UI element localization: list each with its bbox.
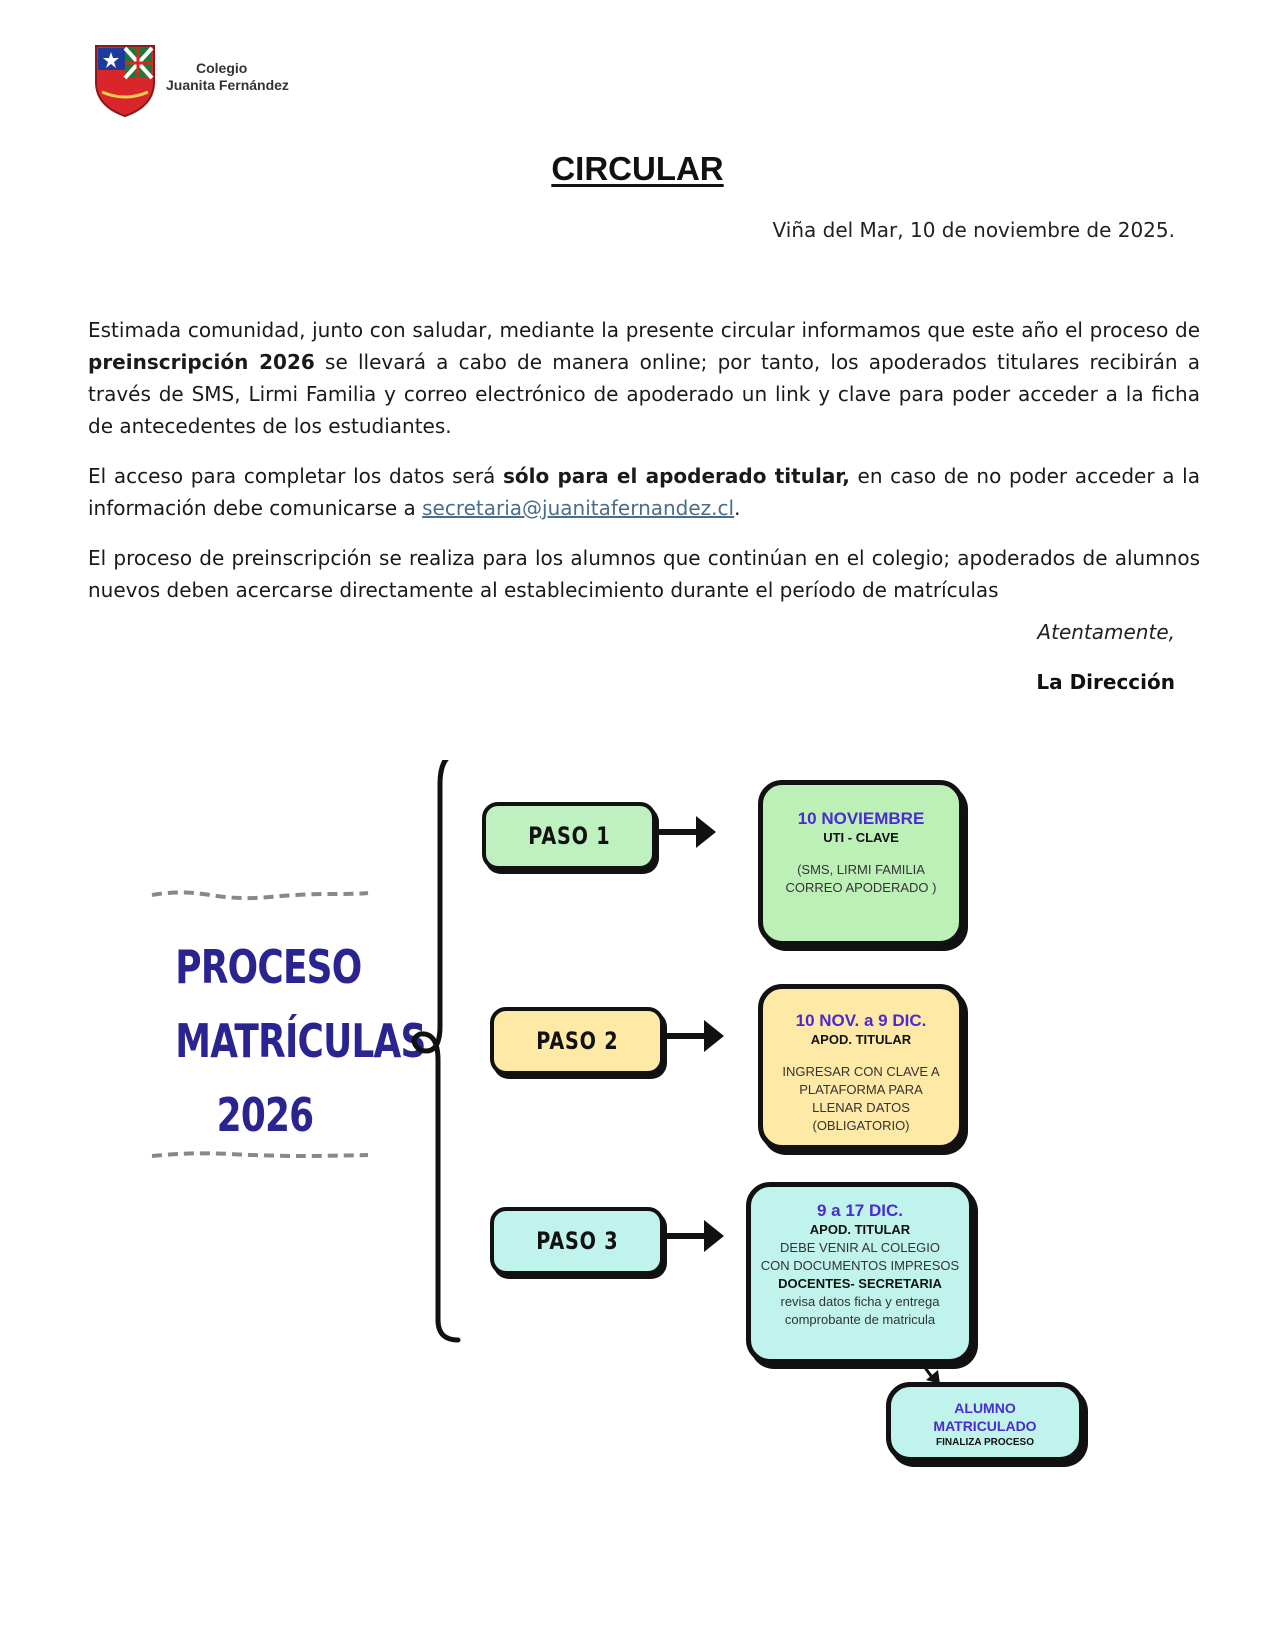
step-3-label: [490, 1207, 664, 1275]
process-heading-line1: PROCESO: [175, 940, 362, 994]
final-line-1: ALUMNO: [954, 1400, 1016, 1416]
closing: Atentamente,: [1037, 620, 1175, 644]
paragraph-1-text-b: se llevará a cabo de manera online; por tanto, los apoderados titulares recibirán a través de SMS, Lirmi Familia y correo electrónico de apoderado un link y clave para poder acceder a la ficha de antecedentes de los estudiantes.: [88, 350, 1201, 438]
final-line-3: FINALIZA PROCESO: [936, 1437, 1034, 1448]
paragraph-2-text-b: en caso de no poder acceder a la información debe comunicarse a: [88, 464, 1200, 520]
paragraph-1: [88, 314, 1200, 442]
paragraph-2-bold: sólo para el apoderado titular,: [502, 464, 850, 488]
step-3-detail-1: DEBE VENIR AL COLEGIO: [780, 1240, 940, 1255]
arrow-step-2: [660, 1020, 724, 1052]
email-link[interactable]: secretaria@juanitafernandez.cl: [422, 496, 735, 520]
final-box: [886, 1382, 1084, 1462]
step-3-subtitle-2: DOCENTES- SECRETARIA: [778, 1276, 942, 1291]
step-2-detail-1: INGRESAR CON CLAVE A: [782, 1064, 940, 1079]
signature: La Dirección: [1036, 670, 1175, 694]
step-1-subtitle: UTI - CLAVE: [823, 830, 899, 845]
step-3-label-text: PASO 3: [535, 1227, 619, 1255]
step-3-subtitle: APOD. TITULAR: [809, 1222, 911, 1237]
arrow-step-3: [660, 1220, 724, 1252]
step-2-date: 10 NOV. a 9 DIC.: [795, 1011, 927, 1030]
document-date: Viña del Mar, 10 de noviembre de 2025.: [772, 218, 1175, 242]
school-name: [166, 60, 289, 94]
enrollment-process-diagram: [0, 760, 1275, 1480]
school-name-line2: Juanita Fernández: [166, 77, 289, 93]
paragraph-2-text-a: El acceso para completar los datos será: [88, 464, 503, 488]
paragraph-1-bold: preinscripción 2026: [88, 350, 315, 374]
step-1-label-text: PASO 1: [527, 822, 611, 850]
shield-icon: [92, 42, 158, 118]
step-2-subtitle: APOD. TITULAR: [810, 1032, 912, 1047]
paragraph-2: [88, 460, 1200, 524]
step-3-detail-4: comprobante de matricula: [784, 1312, 936, 1327]
step-3-detail-3: revisa datos ficha y entrega: [780, 1294, 940, 1309]
step-2-detail-2: PLATAFORMA PARA: [799, 1082, 923, 1097]
step-2-label-text: PASO 2: [535, 1027, 619, 1055]
process-heading-line2: MATRÍCULAS: [175, 1014, 426, 1068]
step-2-detail-3: LLENAR DATOS: [812, 1100, 910, 1115]
step-1-detail-1: (SMS, LIRMI FAMILIA: [797, 862, 925, 877]
school-name-line1: Colegio: [196, 60, 248, 76]
process-heading-line3: 2026: [216, 1088, 314, 1142]
step-1-box: [758, 780, 964, 946]
document-title: CIRCULAR: [551, 150, 724, 187]
step-3-date: 9 a 17 DIC.: [817, 1201, 903, 1220]
step-1-label: [482, 802, 656, 870]
paragraph-1-text-a: Estimada comunidad, junto con saludar, mediante la presente circular informamos que este año el proceso de: [88, 318, 1200, 342]
step-2-detail-4: (OBLIGATORIO): [812, 1118, 910, 1133]
step-3-box: [746, 1182, 974, 1364]
paragraph-2-end: .: [734, 496, 741, 520]
step-2-label: [490, 1007, 664, 1075]
school-logo: [92, 40, 352, 120]
arrow-step-1: [652, 816, 716, 848]
curly-brace: [414, 760, 462, 1340]
step-2-box: [758, 984, 964, 1150]
paragraph-3: El proceso de preinscripción se realiza para los alumnos que continúan en el colegio; apoderados de alumnos nuevos deben acercarse directamente al establecimiento durante el período de matrículas: [88, 546, 1200, 602]
final-line-2: MATRICULADO: [933, 1418, 1037, 1434]
step-1-detail-2: CORREO APODERADO ): [785, 880, 937, 895]
step-3-detail-2: CON DOCUMENTOS IMPRESOS: [760, 1258, 960, 1273]
step-1-date: 10 NOVIEMBRE: [797, 809, 925, 828]
